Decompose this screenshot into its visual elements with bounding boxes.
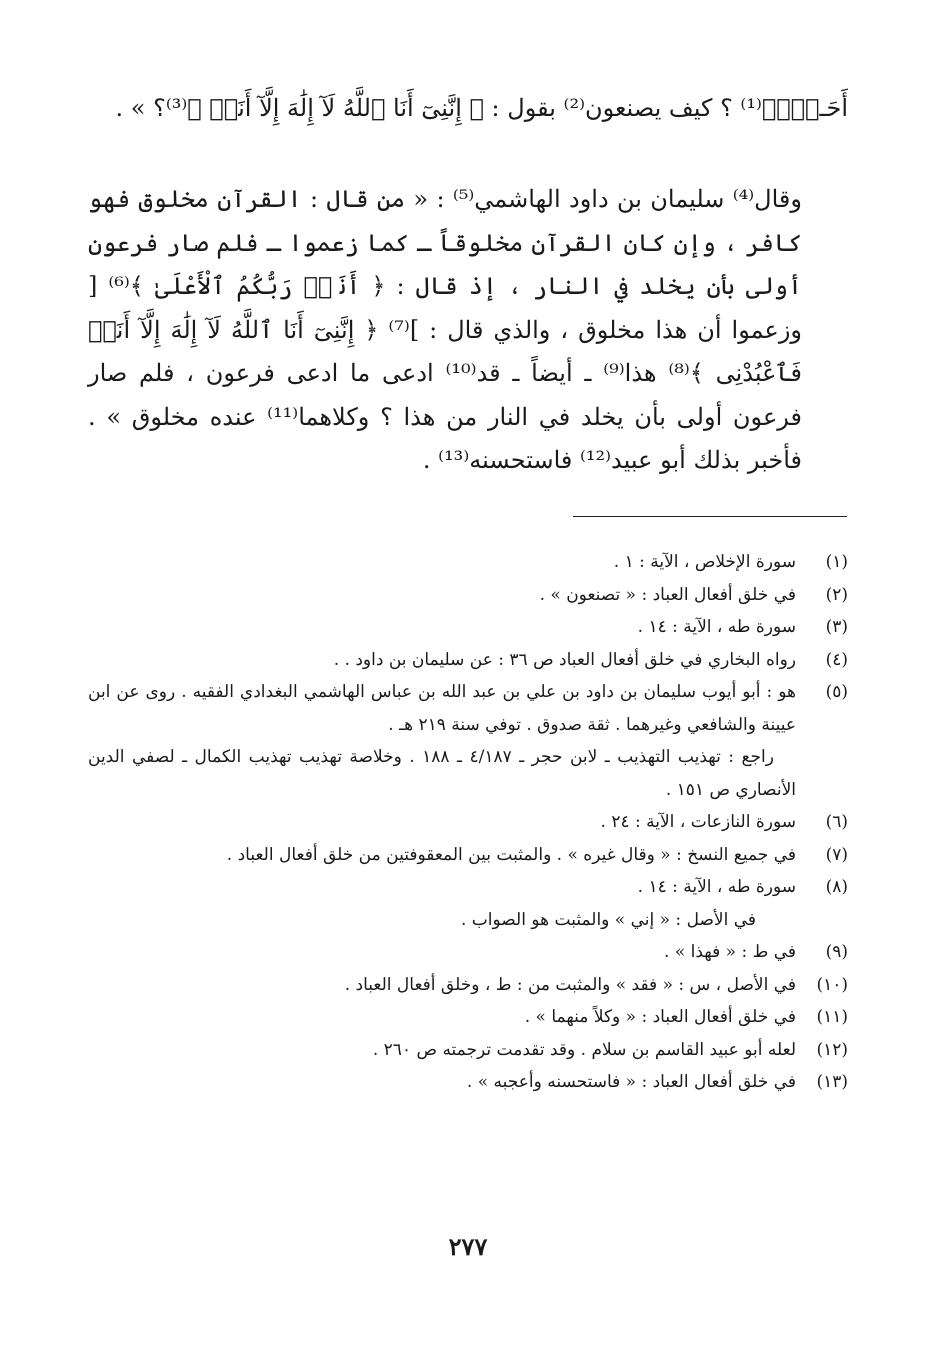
page-number: ٢٧٧ bbox=[448, 1232, 488, 1261]
footnote-item bbox=[88, 969, 848, 1002]
footnote-separator bbox=[573, 516, 847, 517]
footnote-number: (٨) bbox=[825, 877, 848, 897]
footnote-number: (٩) bbox=[825, 942, 848, 962]
footnote-item bbox=[88, 611, 848, 644]
footnote-item bbox=[88, 644, 848, 677]
footnote-item bbox=[88, 546, 848, 579]
footnote-continuation bbox=[88, 904, 848, 937]
footnote-text: في خلق أفعال العباد : « تصنعون » . bbox=[539, 584, 796, 605]
footnotes bbox=[88, 546, 848, 1099]
footnote-text: راجع : تهذيب التهذيب ـ لابن حجر ـ ٤/١٨٧ ـ ١٨٨ . وخلاصة تهذيب تهذيب الكمال ـ لصفي الدين الأنصاري ص ١٥١ . bbox=[88, 747, 796, 800]
footnote-item bbox=[88, 1066, 848, 1099]
footnote-item bbox=[88, 676, 848, 741]
footnote-number: (٢) bbox=[825, 584, 848, 605]
footnote-text: في خلق أفعال العباد : « فاستحسنه وأعجبه » . bbox=[466, 1072, 796, 1092]
footnote-text: رواه البخاري في خلق أفعال العباد ص ٣٦ : عن سليمان بن داود . . bbox=[333, 649, 796, 670]
footnote-text: هو : أبو أيوب سليمان بن داود بن علي بن عبد الله بن عباس الهاشمي البغدادي الفقيه . روى عن ابن عيينة والشافعي وغيرهما . ثقة صدوق . توفي سنة ٢١٩ هـ . bbox=[88, 682, 796, 735]
footnote-number: (١) bbox=[825, 552, 848, 572]
footnote-text: سورة طه ، الآية : ١٤ . bbox=[637, 877, 796, 897]
footnote-item bbox=[88, 579, 848, 612]
footnote-item bbox=[88, 806, 848, 839]
footnote-number: (٦) bbox=[825, 812, 848, 832]
footnote-number: (١٠) bbox=[816, 974, 848, 995]
footnote-number: (٥) bbox=[825, 682, 848, 702]
footnote-text: سورة النازعات ، الآية : ٢٤ . bbox=[600, 812, 796, 832]
main-text bbox=[88, 178, 848, 483]
footnote-text: في ط : « فهذا » . bbox=[664, 942, 796, 962]
footnote-number: (١١) bbox=[816, 1007, 848, 1027]
top-line: أَحَـدُۢ﴾⁽¹⁾ ؟ كيف يصنعون⁽²⁾ بقول : ﴿ إِنَّنِىٓ أَنَا ٱللَّهُ لَآ إِلَٰهَ إِلَّآ أَنَا۠ ﴾⁽³⁾؟ » . bbox=[115, 94, 848, 122]
footnote-text: سورة الإخلاص ، الآية : ١ . bbox=[613, 552, 796, 572]
footnote-item bbox=[88, 871, 848, 904]
footnote-number: (٣) bbox=[825, 617, 848, 637]
footnote-text: سورة طه ، الآية : ١٤ . bbox=[637, 617, 796, 637]
footnote-number: (٤) bbox=[825, 649, 848, 670]
footnote-item bbox=[88, 936, 848, 969]
footnote-text: في خلق أفعال العباد : « وكلاً منهما » . bbox=[524, 1007, 796, 1027]
footnote-number: (٧) bbox=[825, 844, 848, 865]
footnote-continuation bbox=[88, 741, 848, 806]
footnote-text: في جميع النسخ : « وقال غيره » . والمثبت بين المعقوفتين من خلق أفعال العباد . bbox=[226, 844, 796, 865]
footnote-text: في الأصل ، س : « فقد » والمثبت من : ط ، وخلق أفعال العباد . bbox=[344, 974, 796, 995]
paragraph: وقال⁽⁴⁾ سليمان بن داود الهاشمي⁽⁵⁾ : « من قال : القرآن مخلوق فهو كافر ، وإن كان القرآن مخلوقاً ـ كما زعموا ـ فلم صار فرعون أولى بأن يخلد في النار ، إذ قال : ﴿ أَنَا۠ رَبُّكُمُ ٱلْأَعْلَىٰ ﴾⁽⁶⁾ [ وزعموا أن هذا مخلوق ، والذي قال : ]⁽⁷⁾ ﴿ إِنَّنِىٓ أَنَا ٱللَّهُ لَآ إِلَٰهَ إِلَّآ أَنَا۠ فَٱعْبُدْنِى ﴾⁽⁸⁾ هذا⁽⁹⁾ ـ أيضاً ـ قد⁽¹⁰⁾ ادعى ما ادعى فرعون ، فلم صار فرعون أولى بأن يخلد في النار من هذا ؟ وكلاهما⁽¹¹⁾ عنده مخلوق » . فأخبر بذلك أبو عبيد⁽¹²⁾ فاستحسنه⁽¹³⁾ . bbox=[88, 185, 803, 474]
footnote-text: لعله أبو عبيد القاسم بن سلام . وقد تقدمت ترجمته ص ٢٦٠ . bbox=[372, 1039, 796, 1060]
footnote-number: (١٢) bbox=[816, 1039, 848, 1060]
footnote-item bbox=[88, 1034, 848, 1067]
footnote-text: في الأصل : « إني » والمثبت هو الصواب . bbox=[460, 909, 756, 930]
footnote-item bbox=[88, 1001, 848, 1034]
footnote-item bbox=[88, 839, 848, 872]
footnote-number: (١٣) bbox=[816, 1072, 848, 1092]
